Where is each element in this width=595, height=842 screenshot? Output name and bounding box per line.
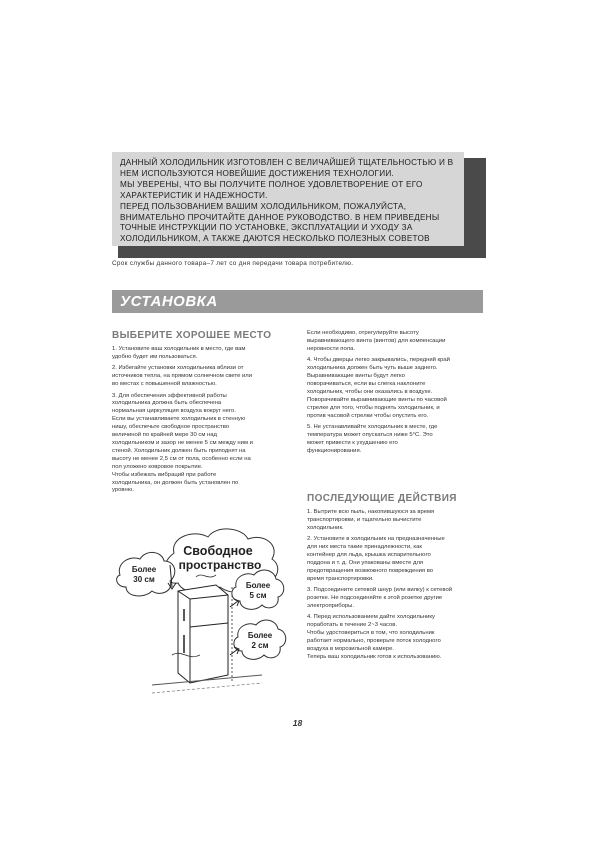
text-line: Чтобы удостовериться в том, что холодильник xyxy=(307,630,435,637)
list-item xyxy=(307,614,482,661)
list-item xyxy=(307,357,482,420)
text-line: холодильником и зазор не менее 5 см между ним и xyxy=(112,439,253,446)
text-line: 5. Не устанавливайте холодильник в месте, где xyxy=(307,423,438,430)
text-line: холодильник, чтобы они оказались в воздухе. xyxy=(307,388,433,395)
intro-line: ВНИМАТЕЛЬНО ПРОЧИТАЙТЕ ДАННОЕ РУКОВОДСТВО. В НЕМ ПРИВЕДЕНЫ xyxy=(120,212,440,222)
intro-line: ДАННЫЙ ХОЛОДИЛЬНИК ИЗГОТОВЛЕН С ВЕЛИЧАЙШЕЙ ТЩАТЕЛЬНОСТЬЮ И В xyxy=(120,158,454,167)
clearance-30cm-label: Более xyxy=(131,565,157,574)
text-line: холодильника, он должен быть установлен по xyxy=(112,479,239,486)
text-line: величиной по крайней мере 30 см над xyxy=(112,432,217,439)
text-line: 2. Избегайте установки холодильника вблизи от xyxy=(112,365,244,372)
intro-line: ТОЧНЫЕ ИНСТРУКЦИИ ПО УСТАНОВКЕ, ЭКСПЛУАТАЦИИ И УХОДУ ЗА xyxy=(120,223,413,233)
page-number: 18 xyxy=(292,718,303,728)
text-line: транспортировки, и тщательно вычистите xyxy=(307,516,422,523)
list-item xyxy=(112,365,287,389)
right-column-after xyxy=(307,509,482,665)
intro-line: ПЕРЕД ПОЛЬЗОВАНИЕМ ВАШИМ ХОЛОДИЛЬНИКОМ, ПОЖАЛУЙСТА, xyxy=(120,201,407,211)
clearance-2cm-label: 2 см xyxy=(251,641,269,650)
text-line: Теперь ваш холодильник готов к использованию. xyxy=(307,653,442,660)
fridge-clearance-illustration xyxy=(112,525,290,705)
text-line: уровню. xyxy=(112,487,134,494)
text-line: 4. Чтобы дверцы легко закрывались, передний край xyxy=(307,357,450,364)
text-line: нормальная циркуляция воздуха вокруг него. xyxy=(112,408,236,415)
text-line: 1. Установите ваш холодильник в место, где вам xyxy=(112,346,246,352)
right-heading: ПОСЛЕДУЮЩИЕ ДЕЙСТВИЯ xyxy=(307,493,457,504)
text-line: 3. Подсоедините сетевой шнур (или вилку) к сетевой xyxy=(307,587,453,594)
section-title: УСТАНОВКА xyxy=(120,293,218,310)
list-item xyxy=(112,393,287,496)
clearance-5cm-label: Более xyxy=(245,581,271,590)
text-line: против часовой стрелки чтобы опустить его. xyxy=(307,412,429,419)
text-line: выравнивающего винта (винтов) для компенсации xyxy=(307,337,446,344)
list-item xyxy=(307,536,482,583)
text-line: поработать в течение 2~3 часов. xyxy=(307,622,398,629)
right-column xyxy=(307,330,482,459)
free-space-label: Свободное xyxy=(183,544,253,558)
left-column xyxy=(112,346,287,499)
text-line: функционирования. xyxy=(307,447,362,454)
list-item xyxy=(307,330,482,354)
text-line: высоту не менее 2,5 см от пола, особенно если на xyxy=(112,455,251,462)
text-line: холодильника должен быть чуть выше заднего. xyxy=(307,365,438,372)
text-line: 3. Для обеспечения эффективной работы xyxy=(112,392,227,399)
intro-line: ХАРАКТЕРИСТИК И НАДЕЖНОСТИ. xyxy=(120,190,268,200)
text-line: во местах с повышенной влажностью. xyxy=(112,381,217,388)
list-item xyxy=(112,346,287,362)
text-line: источников тепла, на прямом солнечном свете или xyxy=(112,373,253,380)
text-line: стрелке для того, чтобы поднять холодильник, и xyxy=(307,404,440,411)
text-line: розетке. Не подсоединяйте к этой розетке другие xyxy=(307,595,443,602)
section-header-bar xyxy=(112,290,483,313)
text-line: контейнер для льда, крышка испарительного xyxy=(307,552,431,559)
clearance-2cm-label: Более xyxy=(247,631,273,640)
free-space-label: пространство xyxy=(178,558,262,572)
clearance-5cm-label: 5 см xyxy=(249,591,267,600)
list-item xyxy=(307,587,482,611)
text-line: удобно будет им пользоваться. xyxy=(112,353,198,360)
intro-box xyxy=(112,152,464,246)
text-line: Выравнивающие винты будут легко xyxy=(307,373,405,380)
text-line: время транспортировки. xyxy=(307,575,374,582)
text-line: температура может опускаться ниже 5°С. Это xyxy=(307,431,433,438)
text-line: нишу, обеспечьте свободное пространство xyxy=(112,424,230,431)
service-life-note: Срок службы данного товара–7 лет со дня передачи товара потребителю. xyxy=(112,260,354,267)
left-heading: ВЫБЕРИТЕ ХОРОШЕЕ МЕСТО xyxy=(112,330,272,341)
text-line: работает нормально, проверьте поток холодного xyxy=(307,638,441,645)
text-line: Чтобы избежать вибраций при работе xyxy=(112,471,217,478)
text-line: пол уложено ковровое покрытие. xyxy=(112,463,203,470)
text-line: предотвращения возможного повреждения во xyxy=(307,567,434,574)
text-line: Поворачивайте выравнивающие винты по часовой xyxy=(307,396,447,403)
text-line: 2. Установите в холодильник на предназначенные xyxy=(307,536,445,543)
text-line: Если вы устанавливаете холодильник в стенную xyxy=(112,416,246,423)
text-line: холодильника должна быть обеспечена xyxy=(112,400,222,407)
text-line: холодильник. xyxy=(307,524,344,531)
text-line: может привести к ухудшению его xyxy=(307,439,398,446)
clearance-30cm-label: 30 см xyxy=(133,575,155,584)
list-item xyxy=(307,424,482,456)
text-line: неровности пола. xyxy=(307,345,355,352)
text-line: поддона и т. д. Они упакованы вместе для xyxy=(307,559,424,566)
text-line: электроприборы. xyxy=(307,602,355,609)
text-line: воздуха в морозильной камере. xyxy=(307,646,395,652)
text-line: для них места такие принадлежности, как xyxy=(307,544,422,551)
text-line: 4. Перед использованием дайте холодильнику xyxy=(307,614,435,621)
text-line: 1. Вытрите всю пыль, накопившуюся за время xyxy=(307,509,435,515)
list-item xyxy=(307,509,482,533)
intro-line: МЫ УВЕРЕНЫ, ЧТО ВЫ ПОЛУЧИТЕ ПОЛНОЕ УДОВЛЕТВОРЕНИЕ ОТ ЕГО xyxy=(120,179,423,189)
text-line: стеной. Холодильник должен быть приподнят на xyxy=(112,447,246,454)
intro-line: ХОЛОДИЛЬНИКОМ, А ТАКЖЕ ДАЮТСЯ НЕСКОЛЬКО ПОЛЕЗНЫХ СОВЕТОВ xyxy=(120,234,430,244)
text-line: поворачиваться, если вы слегка наклоните xyxy=(307,380,426,387)
intro-line: НЕМ ИСПОЛЬЗУЮТСЯ НОВЕЙШИЕ ДОСТИЖЕНИЯ ТЕХНОЛОГИИ. xyxy=(120,168,395,178)
text-line: Если необходимо, отрегулируйте высоту xyxy=(307,330,419,336)
